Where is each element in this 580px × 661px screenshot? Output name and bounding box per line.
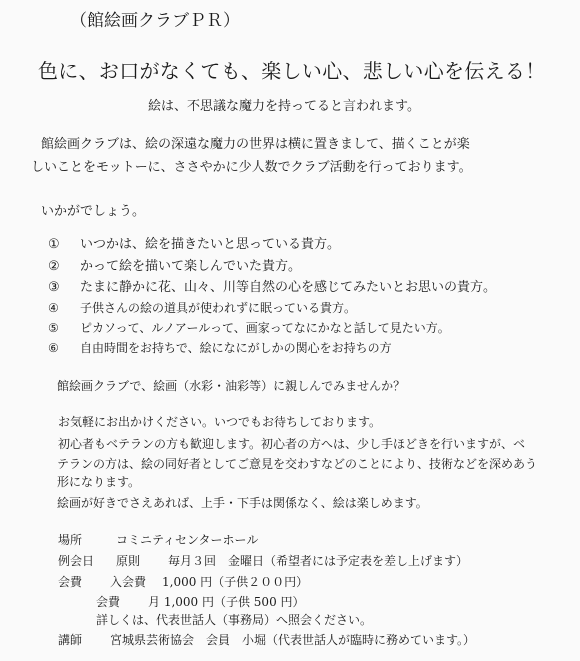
place-label: 場所 xyxy=(58,533,83,547)
welcome-line-4: 形になります。 xyxy=(57,475,141,489)
list-item xyxy=(48,300,356,316)
welcome-line-2: 初心者もベテランの方も歓迎します。初心者の方へは、少し手ほどきを行いますが、ベ xyxy=(58,437,526,451)
schedule-value: 毎月３回 金曜日（希望者には予定表を差し上げます） xyxy=(168,554,469,568)
monthly-fee-label: 会費 xyxy=(96,595,121,609)
list-text: いつかは、絵を描きたいと思っている貴方。 xyxy=(80,237,341,252)
list-number: ④ xyxy=(48,301,59,315)
schedule-sub-label: 原則 xyxy=(116,554,141,568)
list-item xyxy=(48,259,301,275)
question-text: いかがでしょう。 xyxy=(41,204,146,219)
list-text: ピカソって、ルノアールって、画家ってなにかなと話して見たい方。 xyxy=(80,321,450,335)
schedule-label: 例会日 xyxy=(58,554,95,568)
list-number: ② xyxy=(48,259,60,274)
list-item xyxy=(48,340,392,356)
list-text: 子供さんの絵の道具が使われずに眠っている貴方。 xyxy=(80,301,357,315)
list-item xyxy=(48,280,496,296)
list-text: かって絵を描いて楽しんでいた貴方。 xyxy=(80,259,302,274)
list-number: ① xyxy=(48,237,60,252)
fee-label: 会費 xyxy=(58,575,83,589)
detail-teacher xyxy=(58,632,475,648)
welcome-line-1: お気軽にお出かけください。いつでもお待ちしております。 xyxy=(58,415,382,429)
list-item xyxy=(48,320,450,336)
intro-text: 絵は、不思議な魔力を持ってると言われます。 xyxy=(148,99,420,114)
detail-fee-monthly xyxy=(96,594,305,610)
detail-schedule xyxy=(58,553,468,569)
place-value: コミニティセンターホール xyxy=(116,533,259,547)
description-line-2: しいことをモットーに、ささやかに少人数でクラブ活動を行っております。 xyxy=(31,160,472,175)
teacher-value: 宮城県芸術協会 会員 小堀（代表世話人が臨時に務めています。） xyxy=(110,633,476,647)
list-number: ⑤ xyxy=(48,321,59,335)
entry-fee-label: 入会費 xyxy=(110,575,147,589)
detail-fee-entry xyxy=(58,574,308,590)
list-number: ③ xyxy=(48,280,60,295)
welcome-line-3: テランの方は、絵の同好者としてご意見を交わすなどのことにより、技術などを深めあう xyxy=(57,457,538,471)
teacher-label: 講師 xyxy=(58,633,83,647)
list-text: 自由時間をお持ちで、絵になにがしかの関心をお持ちの方 xyxy=(80,341,392,355)
monthly-fee-value: 月 1,000 円（子供 500 円） xyxy=(148,595,305,609)
list-text: たまに静かに花、山々、川等自然の心を感じてみたいとお思いの貴方。 xyxy=(80,280,497,295)
closing-text: 絵画が好きでさえあれば、上手・下手は関係なく、絵は楽しめます。 xyxy=(57,496,428,510)
list-item xyxy=(48,237,340,253)
slogan: 色に、お口がなくても、楽しい心、悲しい心を伝える！ xyxy=(38,59,546,83)
description-line-1: 館絵画クラブは、絵の深遠な魔力の世界は横に置きまして、描くことが楽 xyxy=(41,137,470,152)
invitation-text: 館絵画クラブで、絵画（水彩・油彩等）に親しんでみませんか？ xyxy=(57,379,406,393)
detail-place xyxy=(58,532,258,548)
inquiry-text: 詳しくは、代表世話人（事務局）へ照会ください。 xyxy=(96,613,373,627)
entry-fee-value: 1,000 円（子供２００円） xyxy=(162,575,309,589)
list-number: ⑥ xyxy=(48,341,59,355)
flyer-heading: （館絵画クラブＰＲ） xyxy=(70,11,240,31)
